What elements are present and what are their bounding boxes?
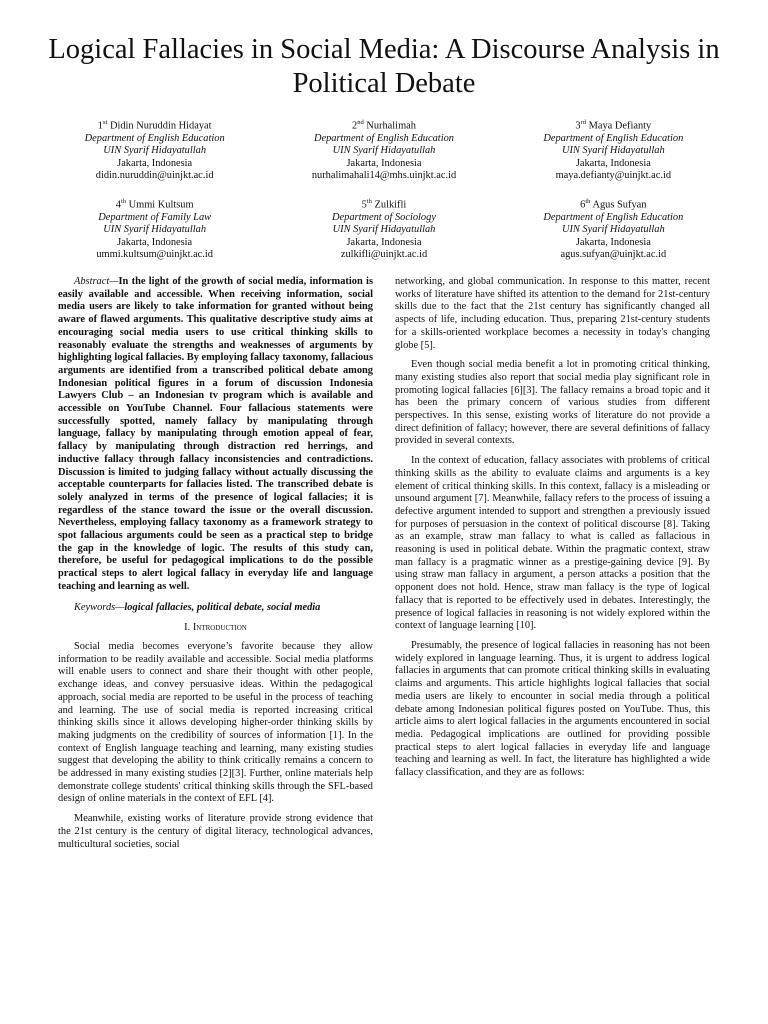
section-heading — [58, 622, 373, 635]
author-ordinal: 4 — [115, 199, 121, 211]
author-block — [269, 196, 498, 262]
author-name: Ummi Kultsum — [128, 199, 194, 211]
author-email: zulkifli@uinjkt.ac.id — [340, 249, 428, 261]
author-university: UIN Syarif Hidayatullah — [561, 145, 665, 157]
author-ordinal: 2 — [352, 120, 358, 132]
paragraph: networking, and global communication. In response to this matter, recent works of literature have shifted its attention to the demand for 21st-century skills due to the fact that the 21st century has significantly changed all aspects of life, including education. Thus, preparing 21st-century students for a skills-oriented workplace becomes a necessity in today's changing globe [5]. — [395, 276, 710, 351]
author-city: Jakarta, Indonesia — [346, 157, 422, 169]
section-title: Introduction — [192, 622, 247, 634]
author-ordinal-suffix: nd — [357, 119, 364, 126]
abstract-lead: Abstract— — [74, 276, 119, 287]
author-block — [40, 196, 269, 262]
author-university: UIN Syarif Hidayatullah — [103, 224, 207, 236]
section-number: I. — [184, 622, 191, 634]
abstract — [58, 276, 373, 594]
author-university: UIN Syarif Hidayatullah — [332, 224, 436, 236]
author-ordinal: 5 — [361, 199, 367, 211]
paper-title: Logical Fallacies in Social Media: A Discourse Analysis in Political Debate — [48, 34, 720, 99]
author-block — [499, 117, 728, 183]
author-city: Jakarta, Indonesia — [575, 236, 651, 248]
left-column — [58, 276, 373, 858]
author-ordinal: 6 — [580, 199, 586, 211]
author-ordinal: 3 — [575, 120, 581, 132]
author-email: agus.sufyan@uinjkt.ac.id — [560, 249, 667, 261]
author-name: Nurhalimah — [366, 120, 416, 132]
keywords — [58, 602, 373, 615]
author-block — [40, 117, 269, 183]
author-department: Department of English Education — [543, 132, 684, 144]
author-block — [499, 196, 728, 262]
paragraph: Presumably, the presence of logical fallacies in reasoning has not been widely explored in language learning. Thus, it is urgent to address logical fallacies in arguments that can promote critical thinking skills in evaluating claims and arguments. This article highlights logical fallacies that social media users are likely to encounter in social media through a political debate among Indonesian political figures posted on YouTube. Thus, this article aims to alert logical fallacies in the arguments encountered in social media. Pedagogical implications are outlined for providing possible practical steps to alert logical fallacies in everyday life and language teaching and learning as well. In fact, the literature has highlighted a wide fallacy classification, and they are as follows: — [395, 639, 710, 779]
right-column — [395, 276, 710, 787]
author-university: UIN Syarif Hidayatullah — [561, 224, 665, 236]
keywords-text: logical fallacies, political debate, social media — [124, 601, 321, 613]
author-university: UIN Syarif Hidayatullah — [332, 145, 436, 157]
author-ordinal-suffix: rd — [580, 119, 587, 126]
paragraph: Even though social media benefit a lot in promoting critical thinking, many existing studies also report that social media play significant role in promoting logical fallacies [6][3]. The fallacy remains a broad topic and it has been the primary concern of various studies from different perspectives. In this sense, existing works of literature do not provide a direct definition of fallacy; however, there are several definitions of fallacy provided in several contexts. — [395, 359, 710, 447]
author-email: maya.defianty@uinjkt.ac.id — [555, 170, 672, 182]
author-ordinal-suffix: th — [120, 198, 127, 205]
author-city: Jakarta, Indonesia — [575, 157, 651, 169]
keywords-lead: Keywords— — [74, 601, 125, 613]
author-department: Department of Family Law — [98, 211, 212, 223]
author-department: Department of English Education — [543, 211, 684, 223]
author-email: nurhalimahali14@mhs.uinjkt.ac.id — [311, 170, 457, 182]
author-email: didin.nuruddin@uinjkt.ac.id — [95, 170, 214, 182]
author-name: Maya Defianty — [588, 120, 652, 132]
author-name: Zulkifli — [374, 199, 407, 211]
author-name: Agus Sufyan — [592, 199, 647, 211]
paragraph: Meanwhile, existing works of literature provide strong evidence that the 21st century is the century of digital literacy, technological advances, multicultural societies, social — [58, 813, 373, 850]
author-city: Jakarta, Indonesia — [117, 157, 193, 169]
author-ordinal-suffix: th — [366, 198, 372, 205]
author-city: Jakarta, Indonesia — [117, 236, 193, 248]
author-ordinal: 1 — [97, 120, 103, 132]
author-row-2 — [40, 196, 728, 262]
author-block — [269, 117, 498, 183]
author-city: Jakarta, Indonesia — [346, 236, 422, 248]
author-name: Didin Nuruddin Hidayat — [109, 120, 212, 132]
author-ordinal-suffix: th — [585, 198, 591, 205]
author-row-1 — [40, 117, 728, 183]
abstract-text: In the light of the growth of social media, information is easily available and accessible. When receiving information, social media users are likely to take information for granted without being aware of flawed arguments. This qualitative descriptive study aims at encouraging social media users to use critical thinking skills to reasonably evaluate the strengths and weaknesses of arguments by highlighting logical fallacies. By employing fallacy taxonomy, fallacious arguments are identified from a transcribed political debate among Indonesian political figures in a forum of discussion Indonesia Lawyers Club – an Indonesian tv program which is available and accessible on YouTube Channel. Four fallacious statements were successfully spotted, namely fallacy by manipulating through language, fallacy by manipulating through emotion appeal of fear, fallacy by manipulating through distraction red herrings, and inductive fallacy through fallacy inconsistencies and contradictions. Discussion is limited to judging fallacy without actually discussing the acceptable counterparts for fallacies listed. The transcribed debate is solely analyzed in terms of the presence of logical fallacies; it is regardless of the stance toward the issue or the overall discussion. Nevertheless, employing fallacy taxonomy as a framework strategy to spot fallacious arguments could be seen as a practical step to bridge the gap in the knowledge of logic. The results of this study can, therefore, be useful for pedagogical implications to do the possible practical steps to alert logical fallacy in everyday life and language teaching and learning as well. — [58, 276, 373, 592]
author-ordinal-suffix: st — [102, 119, 108, 126]
author-department: Department of English Education — [84, 132, 225, 144]
paragraph: Social media becomes everyone’s favorite because they allow information to be readily available and accessible. Social media platforms will enable users to connect and share their thought with other people, exchange ideas, and convey persuasive ideas. Within the pedagogical approach, social media are reported to be useful in the process of teaching and learning. The use of social media is reported increasing critical thinking skills since it allows developing higher-order thinking skills by making judgments on the credibility of sources of information [1]. In the context of English language teaching and learning, many existing studies suggest that developing the ability to think critically remains a concern to be addressed in many existing studies [2][3]. Further, online materials help demonstrate college students' critical thinking skills through the SFL-based design of online materials in the context of EFL [4]. — [58, 640, 373, 805]
author-university: UIN Syarif Hidayatullah — [103, 145, 207, 157]
paragraph: In the context of education, fallacy associates with problems of critical thinking skills as the ability to evaluate claims and arguments is a key element of critical thinking skills. In this context, fallacy is a misleading or unsound argument [7]. Meanwhile, fallacy refers to the process of issuing a defective argument intended to support and strengthen a previously issued for purposes of persuasion in the context of political discourse [8]. Taking as an example, straw man fallacy to what is called as fallacious in reasoning is used in political debate. Within the pragmatic context, straw man fallacy is a pragmatic winner as a prestige-gaining device [9]. By using straw man fallacy in argument, a person attacks a position that the opponent does not hold. Hence, straw man fallacy is the type of logical fallacy that is reported to be effectively used in debates. Interestingly, the presence of logical fallacies in reasoning is not widely explored within the context of language learning [10]. — [395, 455, 710, 632]
author-department: Department of English Education — [314, 132, 454, 144]
author-email: ummi.kultsum@uinjkt.ac.id — [96, 249, 213, 261]
author-department: Department of Sociology — [332, 211, 436, 223]
